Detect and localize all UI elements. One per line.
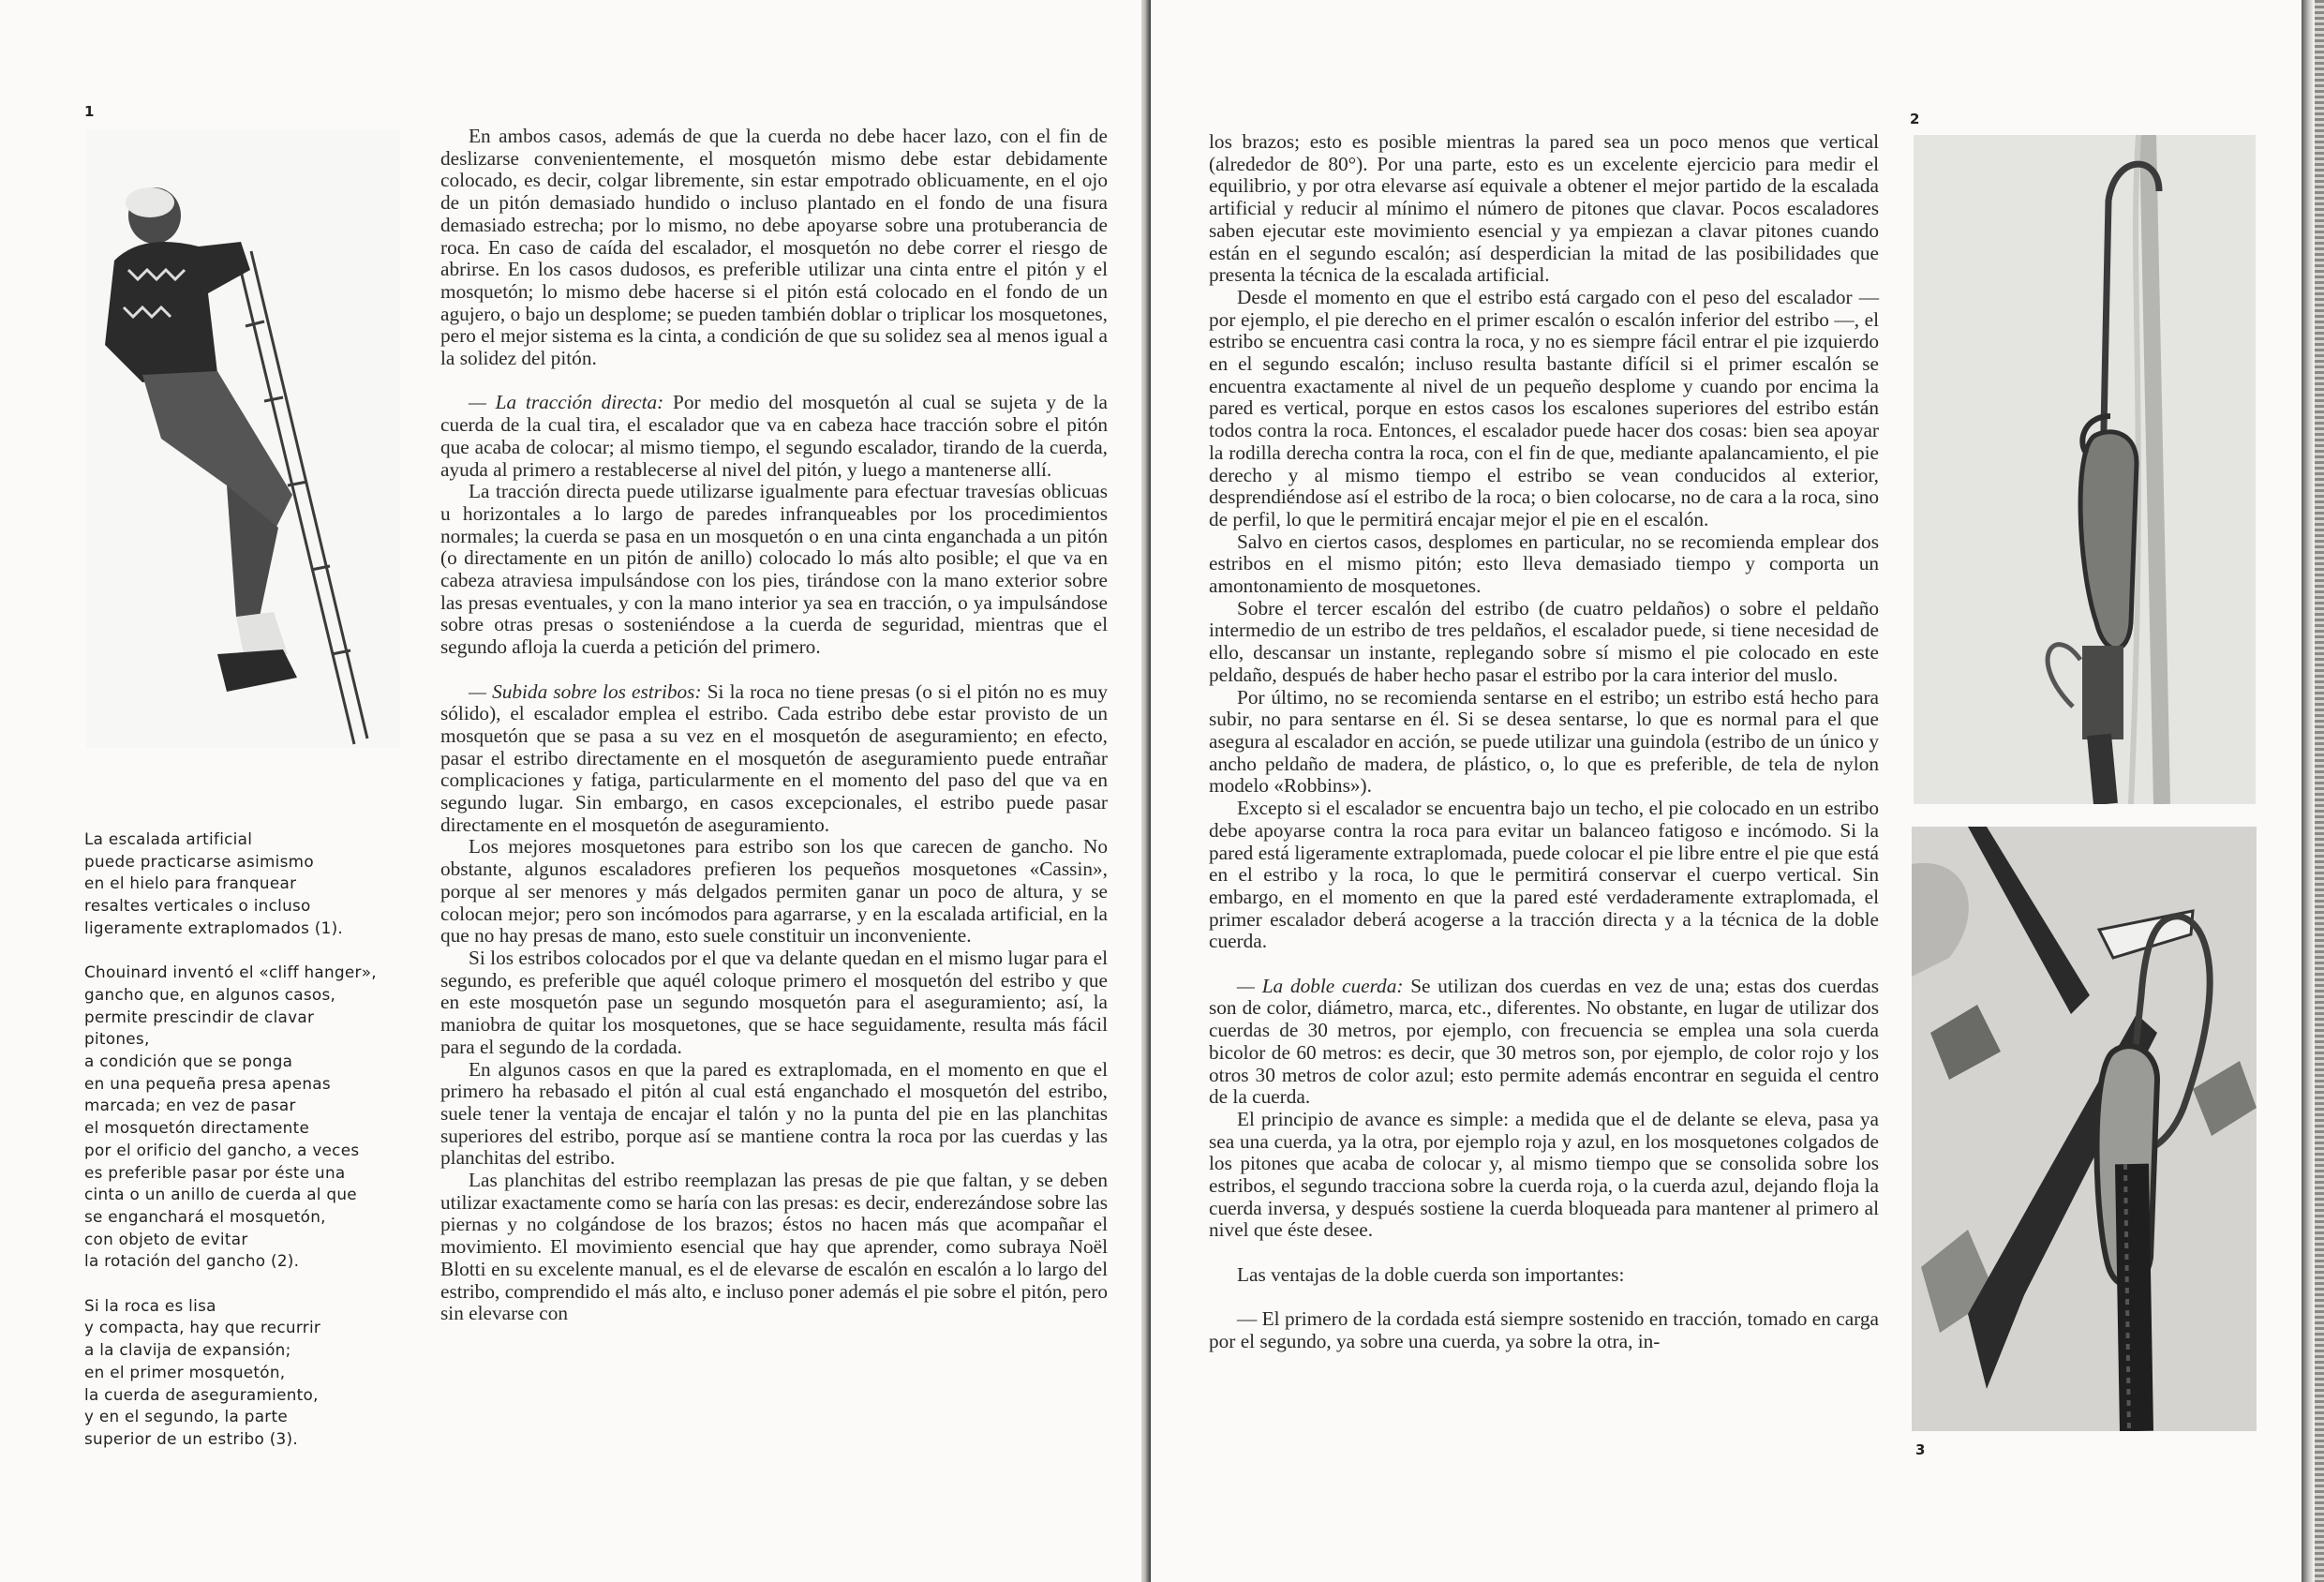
caption-paragraph-1: La escalada artificial puede practicarse asimismo en el hielo para franquear resaltes verticales o incluso ligeramente extraplomados (1).: [84, 829, 344, 937]
body-paragraph: [1209, 598, 1879, 687]
paragraph-text: Si los estribos colocados por el que va delante quedan en el mismo lugar para el segundo, es preferible que aquél coloque primero el mosquetón del estribo y que en este mosquetón pase un segundo mosquetón para el aseguramiento; así, la maniobra de quitar los mosquetones, que se hace seguidamente, resulta más fácil para el segundo de la cordada.: [440, 946, 1108, 1058]
paragraph-text: Salvo en ciertos casos, desplomes en particular, no se recomienda emplear dos estribos en el mismo pitón; esto lleva demasiado tiempo y comporta un amontonamiento de mosquetones.: [1209, 530, 1879, 598]
body-paragraph: [440, 392, 1108, 481]
body-paragraph: [1209, 1109, 1879, 1242]
body-column-left: [440, 126, 1108, 1325]
body-paragraph: [1209, 1308, 1879, 1352]
body-paragraph: [1209, 131, 1879, 287]
left-page: [0, 0, 1141, 1582]
body-paragraph: [440, 126, 1108, 370]
body-paragraph: [1209, 687, 1879, 798]
body-paragraph: [1209, 531, 1879, 598]
paragraph-text: El principio de avance es simple: a medida que el de delante se eleva, pasa ya sea una cuerda, ya la otra, por ejemplo roja y azul, en los mosquetones colgados de los pitones que acaba de colocar y, al mismo tiempo que se consolida sobre los estribos, el segundo tracciona sobre la cuerda roja, o la cuerda azul, dejando floja la cuerda inversa, y después sostiene la cuerda bloqueada para mantener al primero al nivel que éste desee.: [1209, 1107, 1879, 1242]
body-paragraph: [440, 1059, 1108, 1171]
body-paragraph: [440, 481, 1108, 659]
paragraph-text: En ambos casos, además de que la cuerda no debe hacer lazo, con el fin de deslizarse convenientemente, el mosquetón mismo debe estar debidamente colocado, es decir, colgar libremente, sin estar empotrado oblicuamente, en el ojo de un pitón demasiado hundido o incluso plantado en el fondo de una fisura demasiado estrecha; por lo mismo, no debe apoyarse sobre una protuberancia de roca. En caso de caída del escalador, el mosquetón no debe correr el riesgo de abrirse. En los casos dudosos, es preferible utilizar una cinta entre el pitón y el mosquetón; lo mismo debe hacerse si el pitón está colocado en el fondo de un agujero, o bajo un desplome; se pueden también doblar o triplicar los mosquetones, pero el mejor sistema es la cinta, a condición de que su solidez sea al menos igual a la solidez del pitón.: [440, 125, 1108, 370]
paragraph-text: Excepto si el escalador se encuentra bajo un techo, el pie colocado en un estribo debe apoyarse contra la roca para evitar un balanceo fatigoso e incómodo. Si la pared está ligeramente extraplomada, puede colocar el pie libre entre el pie que está en el estribo y la roca, lo que le permitirá conservar el cuerpo vertical. Sin embargo, en el momento en que la pared esté verdaderamente extraplomada, el primer escalador deberá acogerse a la tracción directa y a la técnica de la doble cuerda.: [1209, 797, 1879, 953]
page-number-bottom: 3: [1915, 1441, 1926, 1458]
page-edge: [2315, 0, 2324, 1582]
paragraph-text: En algunos casos en que la pared es extraplomada, en el momento en que el primero ha rebasado el pitón al cual está enganchado el mosquetón del estribo, suele tener la ventaja de encajar el talón y no la punta del pie en las planchitas superiores del estribo, porque así se mantiene contra la roca por las cuerdas y las planchitas del estribo.: [440, 1057, 1108, 1170]
body-paragraph: [440, 948, 1108, 1059]
body-paragraph: [1209, 287, 1879, 531]
page-number: 1: [84, 103, 95, 120]
section-heading: — Subida sobre los estribos:: [469, 679, 702, 703]
body-paragraph: [440, 836, 1108, 948]
paragraph-text: Desde el momento en que el estribo está cargado con el peso del escalador — por ejemplo, el pie derecho en el primer escalón o escalón inferior del estribo —, el estribo se encuentra casi contra la roca, y no es siempre fácil entrar el pie izquierdo en el segundo escalón; incluso resulta bastante difícil si el primer escalón se encuentra exactamente al nivel de un pequeño desplome y cuando por encima la pared es vertical, porque en estos casos los escalones superiores del estribo están todos contra la roca. Entonces, el escalador puede hacer dos cosas: bien sea apoyar la rodilla derecha contra la roca, con el fin de que, mediante apalancamiento, el pie derecho y al mismo tiempo el estribo se vean conducidos al exterior, desprendiéndose así el estribo de la roca; o bien colocarse, no de cara a la roca, sino de perfil, lo que le permitirá encajar mejor el pie en el escalón.: [1209, 285, 1879, 530]
photo-ice-climber: [86, 129, 400, 748]
paragraph-text: Los mejores mosquetones para estribo son los que carecen de gancho. No obstante, algunos escaladores prefieren los pequeños mosquetones «Cassin», porque al ser menores y más delgados permiten ganar un poco de altura, y se colocan mejor; pero son incómodos para agarrarse, y en la escalada artificial, en la que no hay presas de mano, esto suele constituir un inconveniente.: [440, 835, 1108, 948]
book-gutter: [1141, 0, 1151, 1582]
caption-paragraph-3: Si la roca es lisa y compacta, hay que recurrir a la clavija de expansión; en el primer mosquetón, la cuerda de aseguramiento, y en el segundo, la parte superior de un estribo (3).: [84, 1295, 321, 1448]
caption-paragraph-2: Chouinard inventó el «cliff hanger», gancho que, en algunos casos, permite prescindir de clavar pitones, a condición que se ponga en una pequeña presa apenas marcada; en vez de pasar el mosquetón directamente por el orificio del gancho, a veces es preferible pasar por éste una cinta o un anillo de cuerda al que se enganchará el mosquetón, con objeto de evitar la rotación del gancho (2).: [84, 963, 377, 1271]
section-heading: — La doble cuerda:: [1237, 974, 1404, 997]
photo-cliff-hanger: [1914, 135, 2256, 804]
photo-caption: [84, 828, 384, 1472]
body-paragraph: [440, 1170, 1108, 1325]
page-number-top: 2: [1910, 111, 1920, 127]
gutter-shadow: [2302, 0, 2315, 1582]
body-paragraph: [1209, 976, 1879, 1109]
body-column-right: [1209, 131, 1879, 1353]
photo-expansion-bolt: [1912, 827, 2257, 1431]
paragraph-text: Sobre el tercer escalón del estribo (de cuatro peldaños) o sobre el peldaño intermedio de un estribo de tres peldaños, el escalador puede, si tiene necesidad de ello, descansar un instante, replegando sobre sí mismo el pie colocado en este peldaño, después de haber hecho pasar el estribo por la cara interior del muslo.: [1209, 596, 1879, 686]
body-paragraph: [440, 681, 1108, 837]
body-paragraph: [1209, 1264, 1879, 1287]
paragraph-text: Si la roca no tiene presas (o si el pitón no es muy sólido), el escalador emplea el estribo. Cada estribo debe estar provisto de un mosquetón que se pasa a su vez en el mosquetón de aseguramiento; en efecto, pasar el estribo directamente en el mosquetón de aseguramiento puede entrañar complicaciones y fatiga, particularmente en el momento del paso del que va en segundo lugar. Sin embargo, en casos excepcionales, el estribo puede pasar directamente en el mosquetón de aseguramiento.: [440, 679, 1108, 836]
paragraph-text: Las planchitas del estribo reemplazan las presas de pie que faltan, y se deben utilizar exactamente como se haría con las presas: es decir, enderezándose sobre las piernas y no colgándose de los brazos; éstos no hacen más que acompañar el movimiento. El movimiento esencial que hay que aprender, como subraya Noël Blotti en su excelente manual, es el de elevarse de escalón en escalón a lo largo del estribo, comprendido el más alto, e incluso poner además el pie sobre el pitón, pero sin elevarse con: [440, 1169, 1108, 1325]
paragraph-text: Por medio del mosquetón al cual se sujeta y de la cuerda de la cual tira, el escalador que va en cabeza hace tracción sobre el pitón que acaba de colocar; al mismo tiempo, el segundo escalador, tirando de la cuerda, ayuda al primero a restablecerse al nivel del pitón, y luego a mantenerse allí.: [440, 391, 1108, 481]
paragraph-text: Se utilizan dos cuerdas en vez de una; estas dos cuerdas son de color, diámetro, marca, etc., diferentes. No obstante, en lugar de utilizar dos cuerdas de 30 metros, por ejemplo, con frecuencia se emplea una sola cuerda bicolor de 60 metros: es decir, que 30 metros son, por ejemplo, de color rojo y los otros 30 metros de color azul; esto permite además encontrar en seguida el centro de la cuerda.: [1209, 974, 1879, 1109]
paragraph-text: los brazos; esto es posible mientras la pared sea un poco menos que vertical (alrededor de 80°). Por una parte, esto es un excelente ejercicio para medir el equilibrio, y por otra elevarse así equivale a obtener el mejor partido de la escalada artificial y reducir al mínimo el número de pitones que clavar. Pocos escaladores saben ejecutar este movimiento esencial y ya empiezan a clavar pitones cuando están en el segundo escalón; así desperdician la mitad de las posibilidades que presenta la técnica de la escalada artificial.: [1209, 130, 1879, 287]
paragraph-text: Por último, no se recomienda sentarse en el estribo; un estribo está hecho para subir, no para sentarse en él. Si se desea sentarse, lo que es normal para el que asegura al escalador en acción, se puede utilizar una guindola (estribo de un único y ancho peldaño de madera, de plástico, o, lo que es preferible, de tela de nylon modelo «Robbins»).: [1209, 685, 1879, 798]
paragraph-text: La tracción directa puede utilizarse igualmente para efectuar travesías oblicuas u horizontales a lo largo de paredes infranqueables por los procedimientos normales; la cuerda se pasa en un mosquetón o en una cinta enganchada a un pitón (o directamente en un pitón de anillo) colocado lo más alto posible; el que va en cabeza atraviesa impulsándose con los pies, tirándose con la mano exterior sobre las presas eventuales, y con la mano interior ya sea en tracción, o ya impulsándose sobre otras presas o sosteniéndose a la cuerda de seguridad, mientras que el segundo afloja la cuerda a petición del primero.: [440, 480, 1108, 659]
right-page: [1151, 0, 2324, 1582]
paragraph-text: — El primero de la cordada está siempre sostenido en tracción, tomado en carga por el segundo, ya sobre una cuerda, ya sobre la otra, in-: [1209, 1307, 1879, 1352]
paragraph-text: Las ventajas de la doble cuerda son importantes:: [1237, 1262, 1625, 1286]
section-heading: — La tracción directa:: [469, 391, 664, 414]
body-paragraph: [1209, 798, 1879, 953]
